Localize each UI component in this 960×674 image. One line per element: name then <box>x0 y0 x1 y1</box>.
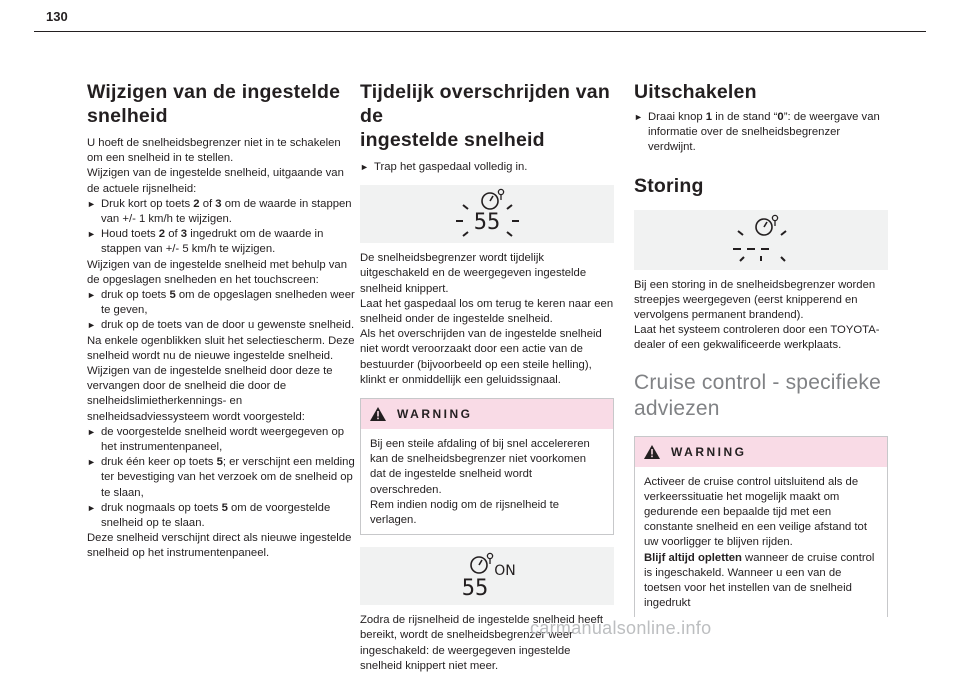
bullet-item: ► Houd toets 2 of 3 ingedrukt om de waarde in stappen van +/- 5 km/h te wijzigen. <box>87 227 357 257</box>
section-title-cruise-advice <box>634 370 888 422</box>
warning-header <box>635 437 887 467</box>
speedometer-on-icon <box>447 551 527 601</box>
column-temporary-exceed <box>360 80 614 674</box>
warning-triangle-icon <box>643 444 661 460</box>
paragraph: Wijzigen van de ingestelde snelheid door deze te vervangen door de snelheid die door de snelheidslimietherkennings- en snelheidsadviessysteem wordt voorgesteld: <box>87 365 333 423</box>
on-label: ON <box>494 563 516 580</box>
section-title-change-speed <box>87 80 357 128</box>
svg-text:55: 55 <box>473 210 501 236</box>
warning-text: Blijf altijd opletten wanneer de cruise control is ingeschakeld. Wanneer u een van de toetsen voor het instellen van de snelheid ingedrukt <box>644 551 875 610</box>
column-change-speed <box>87 80 357 562</box>
warning-triangle-icon <box>369 406 387 422</box>
paragraph: U hoeft de snelheidsbegrenzer niet in te schakelen om een snelheid in te stellen. <box>87 137 341 165</box>
title-line: ingestelde snelheid <box>360 129 545 151</box>
bullet-item: ► de voorgestelde snelheid wordt weergegeven op het instrumentenpaneel, <box>87 425 357 455</box>
watermark: carmanualsonline.info <box>530 618 712 638</box>
paragraph: Als het overschrijden van de ingestelde snelheid niet wordt veroorzaakt door een actie van de bestuurder (bijvoorbeeld op een steile helling), klinkt er onmiddellijk een geluidssignaal. <box>360 328 602 386</box>
speed-limiter-on-figure <box>360 547 614 605</box>
warning-text: Activeer de cruise control uitsluitend als de verkeerssituatie het mogelijk maakt om gedurende een bepaalde tijd met een constante snelheid en een veilige afstand tot uw voorligger te blijven rijden. <box>644 475 867 549</box>
speedometer-fault-icon <box>711 213 811 267</box>
warning-text: Bij een steile afdaling of bij snel accelereren kan de snelheidsbegrenzer niet voorkomen dat de ingestelde snelheid wordt overschreden. <box>370 438 590 496</box>
bullet-item: ► Draai knop 1 in de stand “0”: de weergave van informatie over de snelheidsbegrenzer verdwijnt. <box>634 110 888 156</box>
paragraph: Laat het gaspedaal los om terug te keren naar een snelheid onder de ingestelde snelheid. <box>360 297 614 326</box>
bullet-item: ► druk één keer op toets 5; er verschijnt een melding ter bevestiging van het verzoek om de snelheid op te slaan, <box>87 455 357 501</box>
speedometer-dashes-icon <box>427 187 547 241</box>
warning-box <box>634 436 888 618</box>
warning-header <box>361 399 613 429</box>
column-switch-off <box>634 80 888 627</box>
page-number: 130 <box>46 9 68 24</box>
paragraph: Bij een storing in de snelheidsbegrenzer worden streepjes weergegeven (eerst knipperend en vervolgens permanent brandend). <box>634 278 876 322</box>
bullet-item: ► Trap het gaspedaal volledig in. <box>360 160 614 175</box>
title-line: Wijzigen van de ingestelde <box>87 81 341 103</box>
paragraph: Deze snelheid verschijnt direct als nieuwe ingestelde snelheid op het instrumentenpaneel. <box>87 532 352 560</box>
paragraph: Laat het systeem controleren door een TOYOTA-dealer of een gekwalificeerde werkplaats. <box>634 324 880 352</box>
title-line: snelheid <box>87 105 168 127</box>
bullet-item: ► druk nogmaals op toets 5 om de voorgestelde snelheid op te slaan. <box>87 501 357 531</box>
warning-title: WARNING <box>397 407 473 422</box>
warning-body <box>635 467 887 618</box>
warning-box <box>360 398 614 535</box>
paragraph: De snelheidsbegrenzer wordt tijdelijk uitgeschakeld en de weergegeven ingestelde snelheid knippert. <box>360 252 587 295</box>
paragraph: Zodra de rijsnelheid de ingestelde snelheid heeft bereikt, wordt de snelheidsbegrenzer weer ingeschakeld: de weergegeven ingestelde snelheid knippert niet meer. <box>360 614 604 672</box>
bullet-item: ► druk op toets 5 om de opgeslagen snelheden weer te geven, <box>87 288 357 318</box>
section-title-temporary-exceed <box>360 80 614 152</box>
warning-body <box>361 429 613 534</box>
warning-text: Rem indien nodig om de rijsnelheid te verlagen. <box>370 498 560 527</box>
title-line: Tijdelijk overschrijden van de <box>360 81 610 127</box>
section-title-switch-off: Uitschakelen <box>634 81 757 103</box>
bullet-item: ► Druk kort op toets 2 of 3 om de waarde in stappen van +/- 1 km/h te wijzigen. <box>87 197 357 227</box>
header-rule <box>34 31 926 32</box>
paragraph: Wijzigen van de ingestelde snelheid met behulp van de opgeslagen snelheden en het touchscreen: <box>87 258 347 286</box>
section-title-malfunction: Storing <box>634 174 704 197</box>
paragraph: Wijzigen van de ingestelde snelheid, uitgaande van de actuele rijsnelheid: <box>87 167 344 195</box>
speed-limiter-blinking-figure <box>360 185 614 243</box>
svg-text:55: 55 <box>461 576 489 602</box>
title-line: Cruise control - specifieke <box>634 370 881 394</box>
speed-limiter-fault-figure <box>634 210 888 270</box>
bullet-item: ► druk op de toets van de door u gewenste snelheid. <box>87 318 357 333</box>
warning-title: WARNING <box>671 444 747 459</box>
title-line: adviezen <box>634 396 720 420</box>
paragraph: Na enkele ogenblikken sluit het selectiescherm. Deze snelheid wordt nu de nieuwe ingestelde snelheid. <box>87 334 355 362</box>
